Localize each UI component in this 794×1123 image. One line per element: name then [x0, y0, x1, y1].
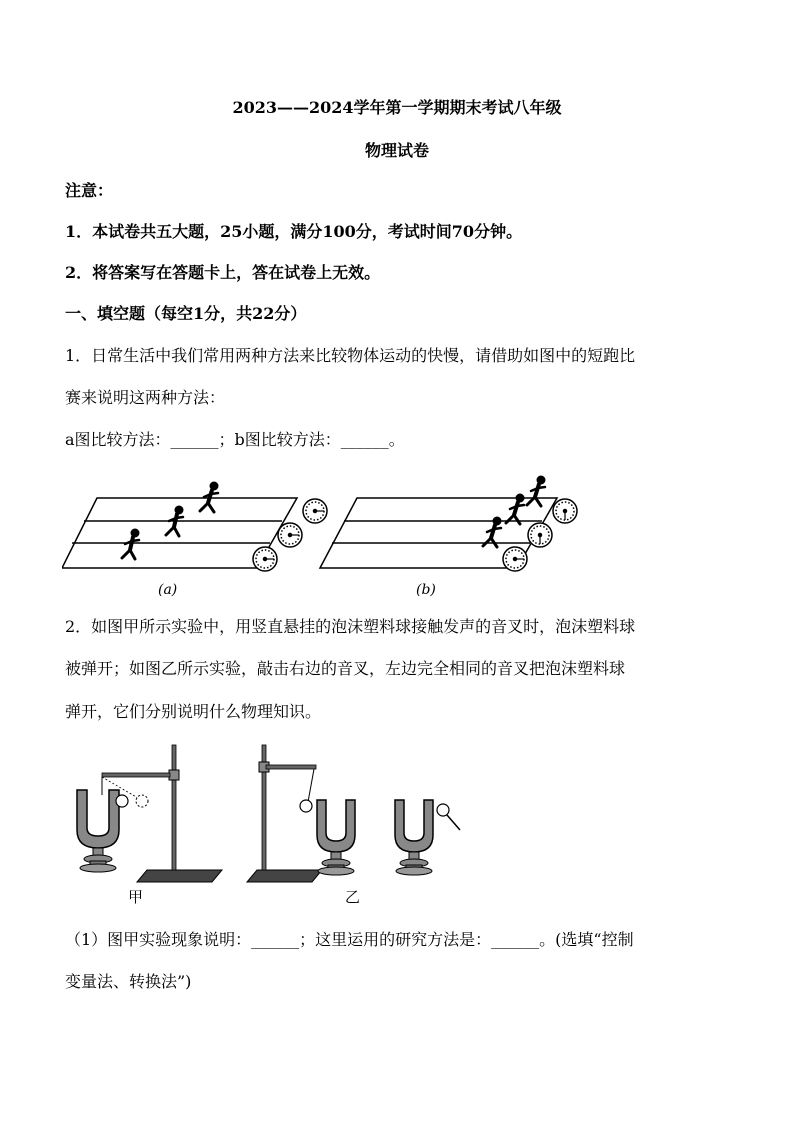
question-2-line-3: 弹开，它们分别说明什么物理知识。 [65, 702, 322, 721]
figure-label-b: (b) [416, 582, 436, 598]
question-1-line-3: a图比较方法：______；b图比较方法：______。 [65, 430, 405, 449]
question-2-sub-1-line-1: （1）图甲实验现象说明：______；这里运用的研究方法是：______。(选填“控制 [65, 930, 634, 949]
stopwatch-icon [253, 547, 277, 571]
tuning-fork-icon [77, 790, 119, 872]
foam-ball [300, 800, 312, 812]
runner-icon [200, 482, 218, 512]
stopwatch-icon [528, 523, 552, 547]
iron-stand [102, 745, 222, 882]
mallet-icon [437, 804, 460, 830]
tuning-fork-icon [317, 800, 355, 875]
notice-item-2: 2．将答案写在答题卡上，答在试卷上无效。 [65, 263, 381, 282]
page-subtitle: 物理试卷 [364, 141, 429, 160]
foam-ball-bounced [136, 795, 148, 807]
question-2-line-2: 被弹开；如图乙所示实验，敲击右边的音叉，左边完全相同的音叉把泡沫塑料球 [65, 659, 626, 678]
stopwatch-icon [553, 499, 577, 523]
notice-item-1: 1．本试卷共五大题，25小题，满分100分，考试时间70分钟。 [65, 222, 523, 241]
runner-icon [122, 529, 139, 559]
foam-ball [116, 795, 128, 807]
question-1-line-1: 1．日常生活中我们常用两种方法来比较物体运动的快慢，请借助如图中的短跑比 [65, 346, 636, 365]
question-2-sub-1-line-2: 变量法、转换法”) [65, 972, 192, 991]
page-title: 2023——2024学年第一学期期末考试八年级 [232, 98, 562, 117]
figure-label-a: (a) [158, 582, 178, 598]
tuning-fork-figure [62, 740, 482, 910]
tuning-fork-icon [395, 800, 433, 875]
stopwatch-icon [303, 499, 327, 523]
notice-heading: 注意： [65, 181, 114, 200]
question-2-line-1: 2．如图甲所示实验中，用竖直悬挂的泡沫塑料球接触发声的音叉时，泡沫塑料球 [65, 617, 636, 636]
question-1-line-2: 赛来说明这两种方法： [65, 388, 226, 407]
figure-label-jia: 甲 [128, 888, 144, 906]
section-heading: 一、填空题（每空1分，共22分） [65, 304, 307, 323]
stopwatch-icon [278, 523, 302, 547]
sprint-race-figure [62, 463, 592, 603]
runner-icon [527, 476, 545, 506]
stopwatch-icon [503, 547, 527, 571]
iron-stand [247, 745, 322, 882]
figure-label-yi: 乙 [345, 888, 361, 906]
